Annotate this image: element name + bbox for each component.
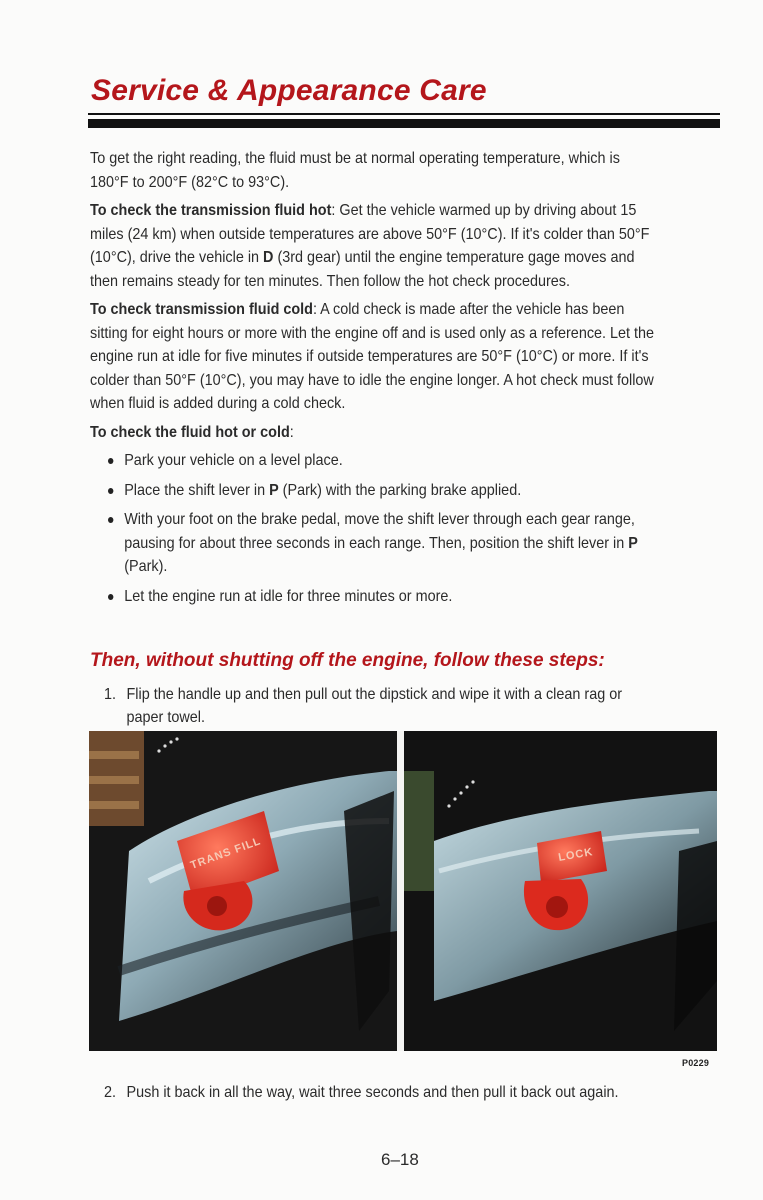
bullet-text: (Park) with the parking brake applied. <box>278 481 522 499</box>
hot-check-text-2: (3rd gear) until the engine temperature gage moves and then remains steady for ten minutes. Then follow the hot check procedures. <box>90 249 635 290</box>
gear-d: D <box>263 249 274 266</box>
bullet-dot-icon <box>108 594 113 600</box>
bullet-item <box>90 449 657 473</box>
paragraph-either-check <box>90 421 657 445</box>
step-1 <box>104 683 653 729</box>
lock-label: LOCK <box>557 846 595 864</box>
check-bullet-list <box>90 449 657 608</box>
paragraph-cold-check <box>90 298 657 416</box>
body-text <box>90 147 657 614</box>
dipstick-photo-illustration <box>89 731 717 1051</box>
title-rule-thick <box>88 119 720 128</box>
bullet-dot-icon <box>108 458 113 464</box>
park-letter: P <box>269 481 279 499</box>
bullet-text: Place the shift lever in <box>124 481 270 499</box>
bullet-item <box>90 585 657 609</box>
bullet-item <box>90 508 657 579</box>
either-check-label: To check the fluid hot or cold <box>90 423 290 441</box>
bullet-item <box>90 479 657 503</box>
photo-code: P0229 <box>682 1058 710 1068</box>
bullet-dot-icon <box>108 517 113 523</box>
paragraph-hot-check <box>90 199 657 293</box>
step-text: Flip the handle up and then pull out the dipstick and wipe it with a clean rag or paper towel. <box>126 686 623 726</box>
right-photo-panel <box>404 731 717 1051</box>
title-rule-thin <box>88 113 720 115</box>
step-text: Push it back in all the way, wait three seconds and then pull it back out again. <box>126 1084 619 1101</box>
step-number: 1. <box>104 686 117 703</box>
bullet-text: Let the engine run at idle for three minutes or more. <box>124 587 453 605</box>
bullet-text: With your foot on the brake pedal, move the shift lever through each gear range, pausing for about three seconds in each range. Then, position the shift lever in <box>124 511 635 552</box>
page-number: 6–18 <box>381 1150 419 1169</box>
paragraph-intro: To get the right reading, the fluid must be at normal operating temperature, which is 180°F to 200°F (82°C to 93°C). <box>90 150 620 191</box>
step-number: 2. <box>104 1084 117 1101</box>
section-title: Service & Appearance Care <box>91 74 487 107</box>
steps-heading: Then, without shutting off the engine, follow these steps: <box>90 650 605 671</box>
park-letter: P <box>628 534 638 552</box>
cold-check-label: To check transmission fluid cold <box>90 301 313 318</box>
hot-check-label: To check the transmission fluid hot <box>90 202 332 219</box>
photo-divider <box>397 731 404 1051</box>
step-2 <box>104 1081 653 1104</box>
hot-check-text-1: : Get the vehicle warmed up by driving about 15 miles (24 km) when outside temperatures are above 50°F (10°C). If it's colder than 50°F (10°C), drive the vehicle in <box>90 202 650 266</box>
bullet-text: (Park). <box>124 558 168 575</box>
bullet-text: Park your vehicle on a level place. <box>124 452 343 469</box>
bullet-dot-icon <box>108 488 113 494</box>
cold-check-text: : A cold check is made after the vehicle has been sitting for eight hours or more with the engine off and is used only as a reference. Let the engine run at idle for five minutes if outside temperatures are 50°F (10°C) or more. If it's colder than 50°F (10°C), you may have to idle the engine longer. A hot check must follow when fluid is added during a cold check. <box>90 301 655 412</box>
dipstick-photo <box>89 731 717 1051</box>
either-check-colon: : <box>289 423 294 441</box>
trans-fill-label: TRANS FILL <box>188 835 263 872</box>
left-photo-panel <box>89 731 397 1051</box>
